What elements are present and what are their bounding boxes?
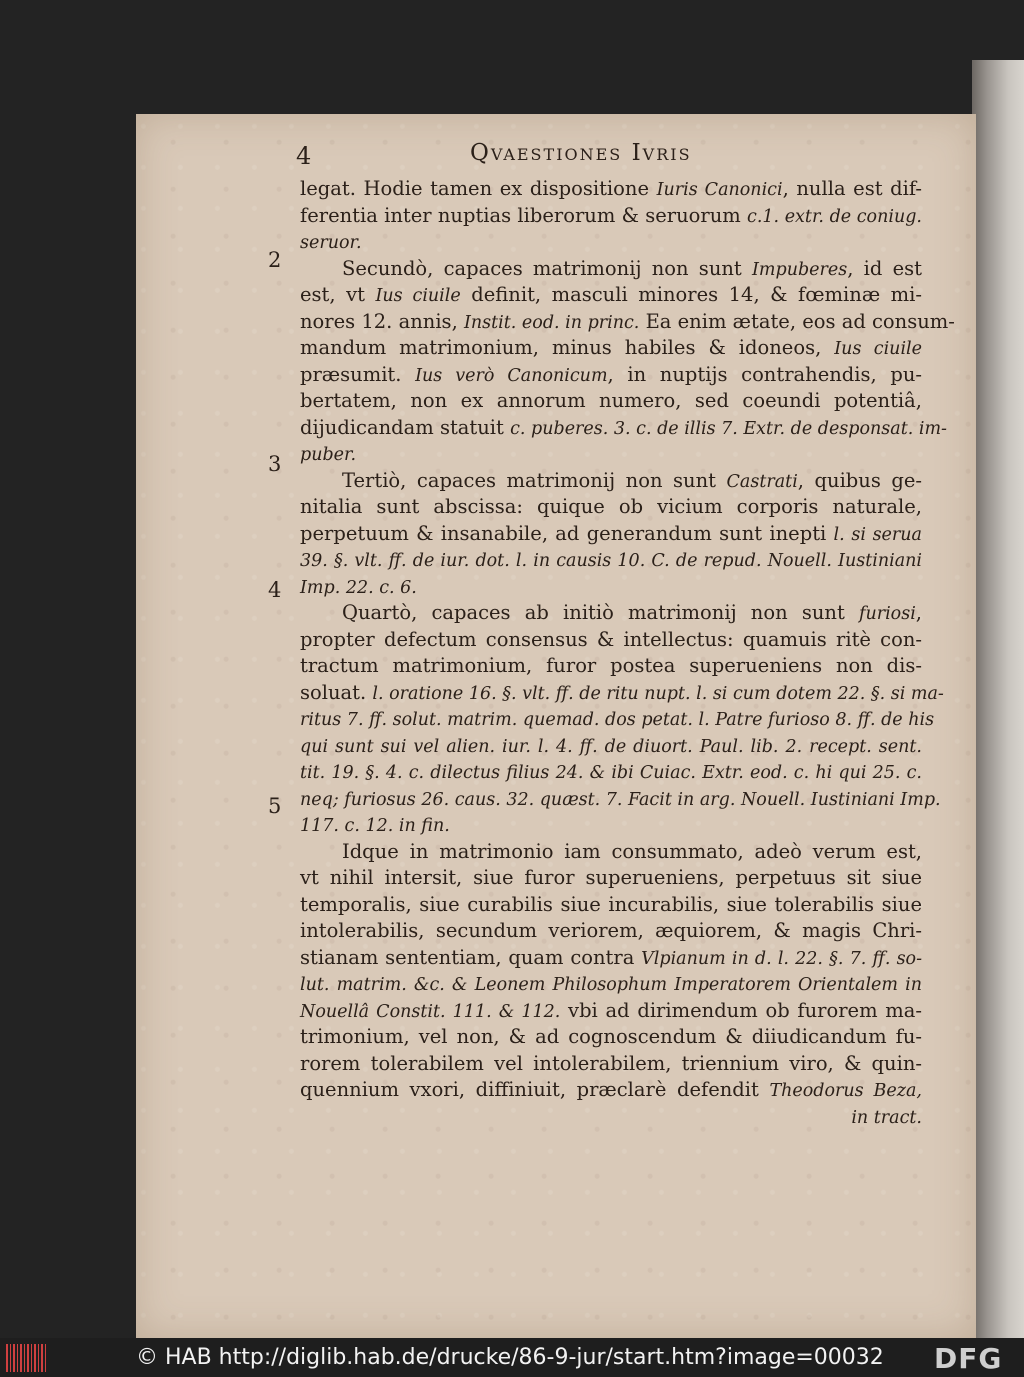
italic-citation: tit. 19. §. 4. c. dilectus filius 24. & ibi Cuiac. Extr. eod. c. hi qui 25. c. [300,763,922,783]
text-segment: Secundò, capaces matrimonij non sunt [342,256,752,280]
text-segment: Tertiò, capaces matrimonij non sunt [342,468,727,492]
text-line [300,574,922,601]
italic-citation: Ius ciuile [834,339,922,359]
italic-citation: puber. [300,445,357,465]
italic-citation: Ius verò Canonicum [415,365,608,386]
text-line [300,335,922,362]
text-line [300,627,922,654]
text-segment: , id est [847,256,922,280]
text-line [300,1077,922,1104]
italic-citation: c. puberes. 3. c. de illis 7. Extr. de desponsat. im- [510,418,947,439]
text-segment: legat. Hodie tamen ex dispositione [300,177,657,200]
text-segment: temporalis, siue curabilis siue incurabilis, siue tolerabilis siue [300,892,922,916]
text-line [300,494,922,521]
text-segment: intolerabilis, secundum veriorem, æquiorem, & magis Chri- [300,919,922,942]
text-segment: præsumit. [300,362,416,386]
book-edge [972,60,1024,1338]
margin-number: 2 [268,248,282,272]
dfg-logo: DFG [934,1342,1003,1375]
text-line [300,256,922,283]
text-line [300,733,922,760]
text-segment: tractum matrimonium, furor postea superueniens non dis- [300,654,922,677]
text-segment: rorem tolerabilem vel intolerabilem, triennium viro, & quin- [300,1051,922,1075]
text-line [300,918,922,945]
text-segment: perpetuum & insanabile, ad generandum sunt inepti [300,521,834,545]
text-line [300,388,922,415]
page-number: 4 [296,142,312,170]
text-segment: Quartò, capaces ab initiò matrimonij non sunt [342,601,859,624]
text-line [300,176,922,203]
text-segment: propter defectum consensus & intellectus: quamuis ritè con- [300,627,922,651]
italic-citation: seruor. [300,233,362,253]
text-segment: vbi ad dirimendum ob furorem ma- [560,998,922,1022]
text-line [300,865,922,892]
text-line [300,229,922,256]
text-line [300,415,947,442]
text-segment: , quibus ge- [797,468,922,492]
text-segment: stianam sententiam, quam contra [300,945,642,969]
text-line [300,203,922,230]
text-segment: bertatem, non ex annorum numero, sed coeundi potentiâ, [300,389,922,412]
text-line [300,839,922,866]
text-segment: quennium vxori, diffiniuit, præclarè defendit [300,1078,770,1101]
text-line [300,680,944,707]
italic-citation: Iuris Canonici [656,180,783,200]
text-segment: , [915,601,922,624]
italic-citation: neq; furiosus 26. caus. 32. quæst. 7. Facit in arg. Nouell. Iustiniani Imp. [300,789,941,810]
text-line [300,282,922,309]
text-line [300,309,955,336]
text-line [300,945,922,972]
text-line [300,892,922,919]
italic-citation: c.1. extr. de coniug. [747,206,922,227]
text-line [300,998,922,1025]
text-line [300,706,935,733]
text-segment: , in nuptijs contrahendis, pu- [607,362,922,386]
text-segment: ferentia inter nuptias liberorum & seruorum [300,203,748,227]
text-line [300,1051,922,1078]
text-line [300,1104,922,1131]
italic-citation: Impuberes [752,259,848,280]
italic-citation: l. oratione 16. §. vlt. ff. de ritu nupt. l. si cum dotem 22. §. si ma- [372,683,944,704]
text-segment: definit, masculi minores 14, & fœminæ mi- [460,283,922,306]
text-line [300,362,922,389]
text-line [300,786,941,813]
italic-citation: Instit. eod. in princ. [463,312,640,333]
text-segment: , nulla est dif- [782,177,922,200]
text-line [300,600,922,627]
italic-citation: Theodorus Beza, [769,1081,922,1101]
text-line [300,653,922,680]
text-line [300,1024,922,1051]
body-text [300,176,955,1130]
italic-citation: in tract. [851,1107,922,1128]
text-line [300,971,922,998]
italic-citation: lut. matrim. &c. & Leonem Philosophum Imperatorem Orientalem in [300,975,922,995]
italic-citation: Vlpianum in d. l. 22. §. 7. ff. so- [641,948,922,969]
text-segment: nores 12. annis, [300,309,464,333]
italic-citation: Nouellâ Constit. 111. & 112. [300,1001,561,1022]
margin-number: 5 [268,794,282,818]
italic-citation: furiosi [858,604,916,624]
margin-number: 4 [268,578,282,602]
italic-citation: 39. §. vlt. ff. de iur. dot. l. in causis 10. C. de repud. Nouell. Iustiniani [300,551,922,571]
text-segment: Idque in matrimonio iam consummato, adeò verum est, [342,839,922,863]
italic-citation: l. si serua [833,524,922,545]
text-line [300,547,922,574]
text-segment: est, vt [300,283,376,306]
running-title: Qvaestiones Ivris [470,140,692,166]
text-line [300,441,922,468]
italic-citation: Ius ciuile [375,286,461,306]
italic-citation: Castrati [726,471,798,492]
italic-citation: qui sunt sui vel alien. iur. l. 4. ff. de diuort. Paul. lib. 2. recept. sent. [300,736,922,757]
text-line [300,759,922,786]
italic-citation: 117. c. 12. in fin. [300,816,450,836]
source-url[interactable]: © HAB http://diglib.hab.de/drucke/86-9-jur/start.htm?image=00032 [136,1345,884,1370]
text-segment: soluat. [300,680,373,704]
text-line [300,521,922,548]
hab-logo [6,1344,46,1372]
text-segment: mandum matrimonium, minus habiles & idoneos, [300,336,835,359]
text-segment: trimonium, vel non, & ad cognoscendum & diiudicandum fu- [300,1025,922,1048]
margin-number: 3 [268,452,282,476]
italic-citation: ritus 7. ff. solut. matrim. quemad. dos petat. l. Patre furioso 8. ff. de his [300,710,935,730]
text-segment: dijudicandam statuit [300,415,511,439]
text-segment: nitalia sunt abscissa: quique ob vicium corporis naturale, [300,495,922,518]
text-line [300,468,922,495]
text-segment: vt nihil intersit, siue furor superueniens, perpetuus sit siue [300,866,922,889]
text-line [300,812,922,839]
text-segment: Ea enim ætate, eos ad consum- [639,309,955,333]
italic-citation: Imp. 22. c. 6. [300,577,417,598]
